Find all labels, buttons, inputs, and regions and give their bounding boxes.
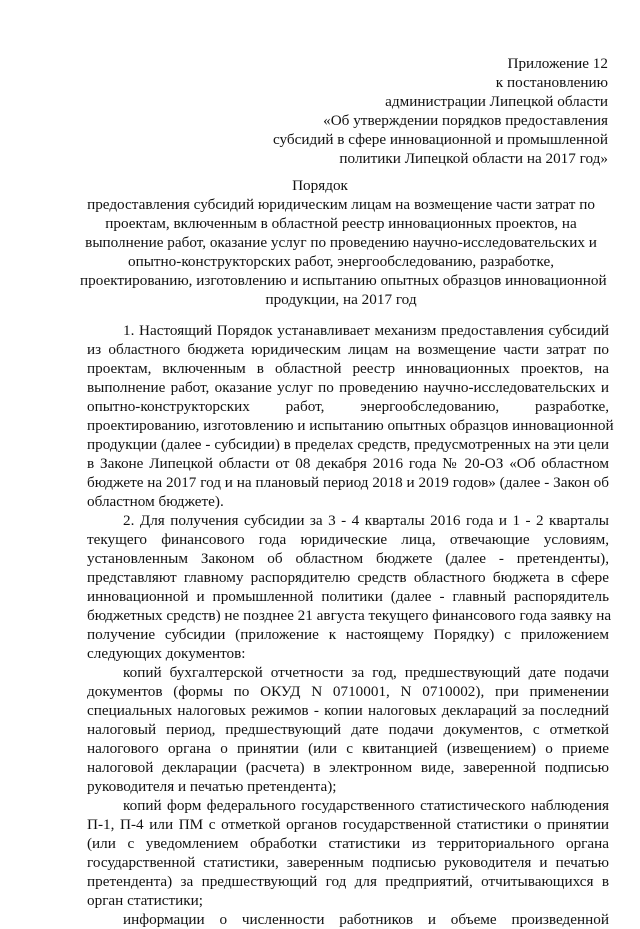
body-line: бюджете на 2017 год и на плановый период 2018 и 2019 годов» (далее - Закон об xyxy=(87,474,609,491)
appendix-line: политики Липецкой области на 2017 год» xyxy=(339,150,608,167)
subtitle-line: выполнение работ, оказание услуг по проведению научно-исследовательских и xyxy=(85,234,597,251)
body-line: проектам, включенным в областной реестр инновационных проектов, на xyxy=(87,360,609,377)
body-line: претендента) за предшествующий год для предприятий, отчитывающихся в xyxy=(87,873,609,890)
body-line: текущего финансового года юридические лица, отвечающие условиям, xyxy=(87,531,609,548)
body-line: в Законе Липецкой области от 08 декабря 2016 года № 20-ОЗ «Об областном xyxy=(87,455,609,472)
body-line: налогового органа о принятии (или с квитанцией (извещением) о приеме xyxy=(87,740,609,757)
body-line: документов (формы по ОКУД N 0710001, N 0710002), при применении xyxy=(87,683,609,700)
body-line: продукции (далее - субсидии) в пределах средств, предусмотренных на эти цели xyxy=(87,436,609,453)
body-line: опытно-конструкторских работ, энергообследованию, разработке, xyxy=(87,398,609,415)
appendix-line: администрации Липецкой области xyxy=(385,93,608,110)
body-line: информации о численности работников и объеме произведенной xyxy=(123,911,609,928)
subtitle-line: опытно-конструкторских работ, энергообследованию, разработке, xyxy=(127,253,554,270)
body-line: следующих документов: xyxy=(87,645,246,662)
subtitle-line: продукции, на 2017 год xyxy=(265,291,417,308)
body-line: (или с уведомлением обработки статистики из территориального органа xyxy=(87,835,609,852)
body-line: получение субсидии (приложение к настоящему Порядку) с приложением xyxy=(87,626,609,643)
subtitle-line: проектированию, изготовлению и испытанию опытных образцов инновационной xyxy=(80,272,607,289)
appendix-line: Приложение 12 xyxy=(507,55,608,72)
appendix-header xyxy=(228,54,608,168)
document-body xyxy=(87,321,614,929)
document-subtitle xyxy=(80,195,607,309)
subtitle-line: предоставления субсидий юридическим лицам на возмещение части затрат по xyxy=(87,196,595,213)
body-line: копий бухгалтерской отчетности за год, предшествующий дате подачи xyxy=(123,664,609,681)
appendix-line: к постановлению xyxy=(495,74,608,91)
document-title: Порядок xyxy=(292,177,348,194)
body-line: проектированию, изготовлению и испытанию опытных образцов инновационной xyxy=(87,417,614,434)
body-line: областном бюджете). xyxy=(87,493,224,510)
body-line: орган статистики; xyxy=(87,892,203,909)
body-line: специальных налоговых режимов - копии налоговых деклараций за последний xyxy=(87,702,609,719)
body-line: 2. Для получения субсидии за 3 - 4 кварталы 2016 года и 1 - 2 кварталы xyxy=(123,512,609,529)
appendix-line: «Об утверждении порядков предоставления xyxy=(323,112,608,129)
body-line: бюджетных средств) не позднее 21 августа текущего финансового года заявку на xyxy=(87,607,612,624)
body-line: выполнение работ, оказание услуг по проведению научно-исследовательских и xyxy=(87,379,609,396)
subtitle-line: проектам, включенным в областной реестр инновационных проектов, на xyxy=(105,215,577,232)
body-line: государственной статистики, заверенным подписью руководителя и печатью xyxy=(87,854,609,871)
body-line: копий форм федерального государственного статистического наблюдения xyxy=(123,797,609,814)
body-line: налоговой декларации (расчета) в электронном виде, заверенной подписью xyxy=(87,759,609,776)
body-line: из областного бюджета юридическим лицам на возмещение части затрат по xyxy=(87,341,609,358)
body-line: инновационной и промышленной политики (далее - главный распорядитель xyxy=(87,588,609,605)
body-line: налоговый период, предшествующий дате подачи документов, с отметкой xyxy=(87,721,609,738)
body-line: П-1, П-4 или ПМ с отметкой органов государственной статистики о принятии xyxy=(87,816,609,833)
body-line: руководителя и печатью претендента); xyxy=(87,778,337,795)
body-line: представляют главному распорядителю средств областного бюджета в сфере xyxy=(87,569,609,586)
body-line: установленным Законом об областном бюджете (далее - претенденты), xyxy=(87,550,609,567)
body-line: 1. Настоящий Порядок устанавливает механизм предоставления субсидий xyxy=(123,322,609,339)
appendix-line: субсидий в сфере инновационной и промышленной xyxy=(273,131,608,148)
